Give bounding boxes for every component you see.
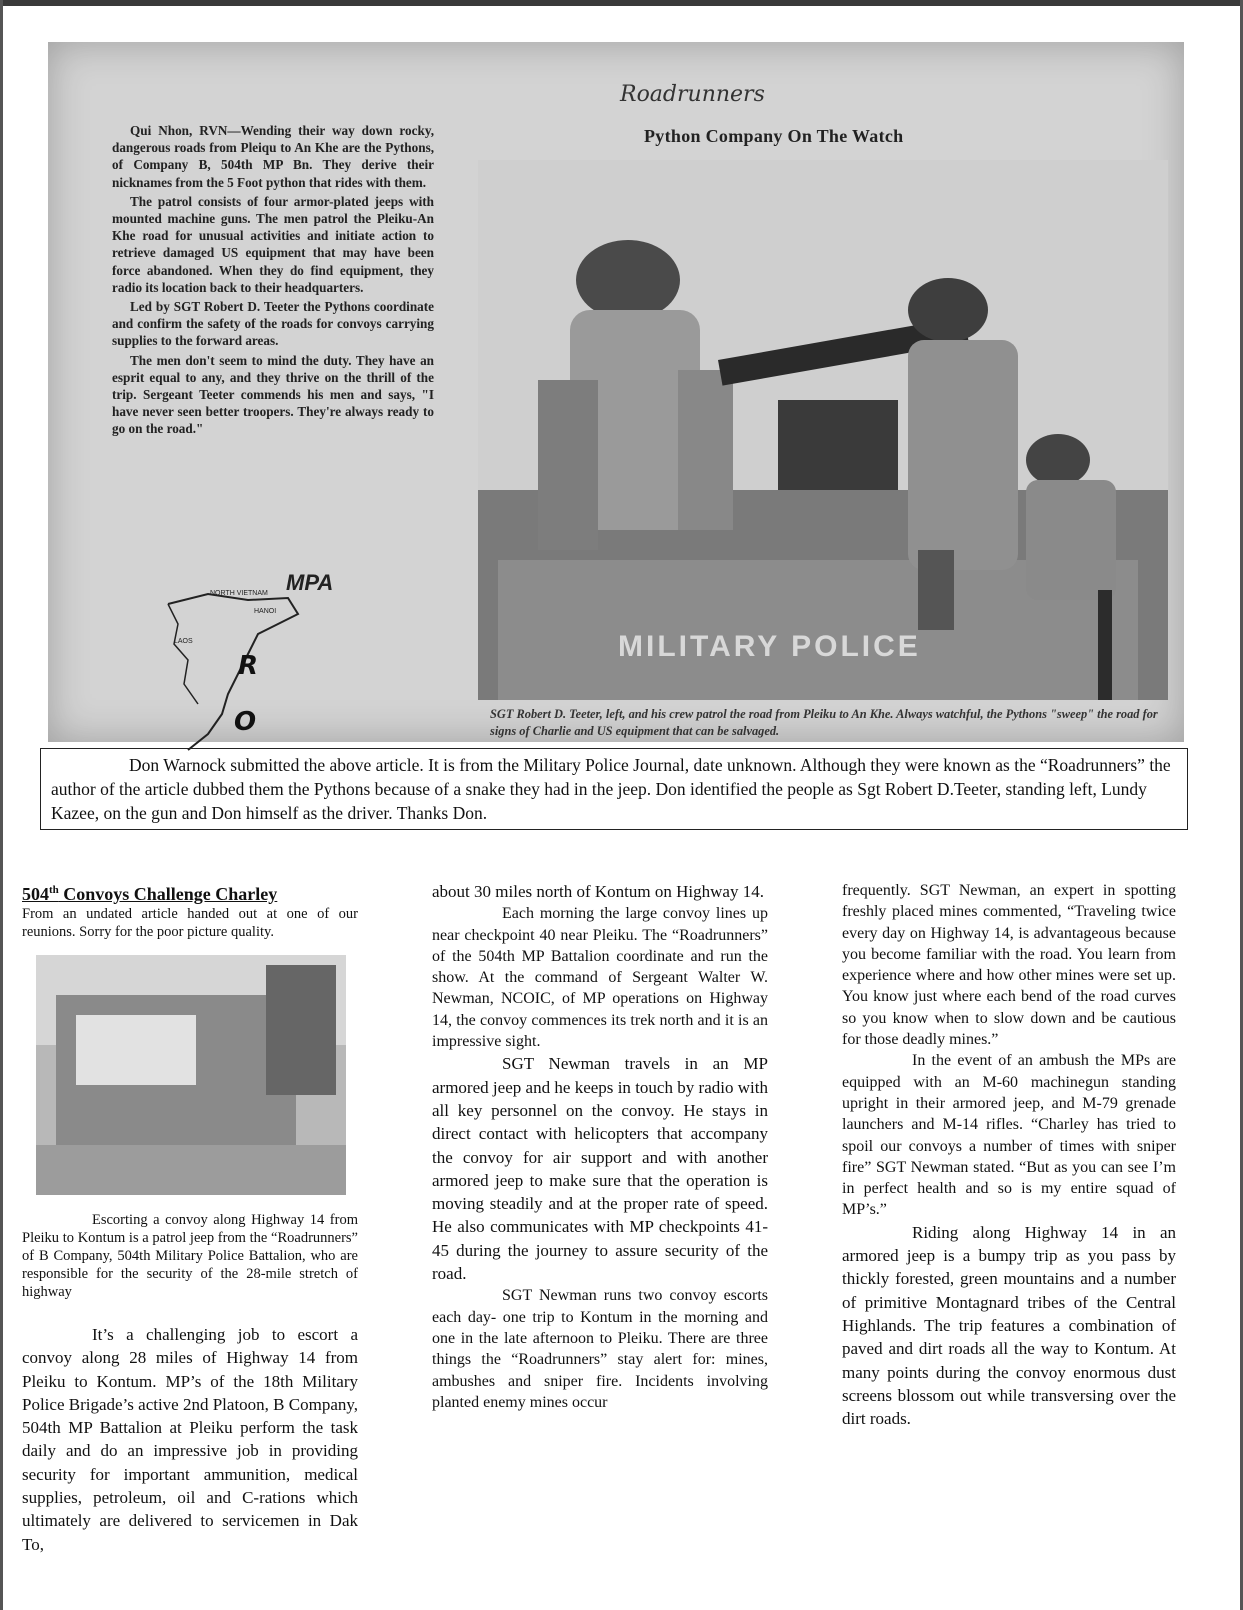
article-paragraph: SGT Newman runs two convoy escorts each day- one trip to Kontum in the morning and one in the late afternoon to Pleiku. There are three things the “Roadrunners” stay alert for: mines, ambushes and sniper fire. Incidents involving planted enemy mines occur — [432, 1287, 768, 1411]
article-paragraph: SGT Newman travels in an MP armored jeep and he keeps in touch by radio with all key personnel on the convoy. He stays in direct contact with helicopters that accompany the convoy for air support and with another armored jeep to make sure that the operation is moving steadily and at the proper rate of speed. He also communicates with MP checkpoints 41-45 during the journey to assure security of the road. — [432, 1054, 768, 1284]
article-paragraph: It’s a challenging job to escort a convoy along 28 miles of Highway 14 from Pleiku to Kontum. MP’s of the 18th Military Police Brigade’s active 2nd Platoon, B Company, 504th MP Battalion at Pleiku perform the task daily and do an impressive job in providing security for important ammunition, medical supplies, petroleum, oil and C-rations which ultimately are delivered to servicemen in Dak To, — [22, 1325, 359, 1554]
map-letter: R — [238, 651, 259, 681]
clipping-paragraph: The men don't seem to mind the duty. They have an esprit equal to any, and they thrive on the thrill of the trip. Sergeant Teeter commends his men and says, "I have never seen better troopers. They're always ready to go on the road." — [112, 352, 434, 437]
article-column-1 — [22, 880, 358, 1556]
window-top-border — [0, 0, 1243, 6]
editor-note-box — [40, 748, 1188, 830]
article-intro: From an undated article handed out at one of our reunions. Sorry for the poor picture quality. — [22, 906, 358, 940]
convoy-photo-caption: Escorting a convoy along Highway 14 from Pleiku to Kontum is a patrol jeep from the “Roadrunners” of B Company, 504th Military Police Battalion, who are responsible for the security of the 28-mile stretch of highway — [22, 1212, 358, 1300]
editor-note-text: Don Warnock submitted the above article. It is from the Military Police Journal, date unknown. Although they were known as the “Roadrunners” the author of the article dubbed them the Pythons because of a snake they had in the jeep. Don identified the people as Sgt Robert D.Teeter, standing left, Lundy Kazee, on the gun and Don himself as the driver. Thanks Don. — [51, 755, 1171, 823]
clipping-body — [112, 122, 434, 440]
map-small-label: LAOS — [174, 638, 193, 645]
map-letter: O — [234, 707, 257, 737]
handwritten-note: Roadrunners — [620, 82, 765, 107]
jeep-marking: MILITARY POLICE — [618, 630, 921, 663]
convoy-photo — [36, 955, 346, 1195]
article-column-3 — [842, 880, 1176, 1430]
newspaper-clipping — [48, 42, 1184, 742]
map-small-label: NORTH VIETNAM — [210, 590, 268, 597]
jeep-crew-photo — [478, 160, 1168, 700]
map-small-label: HANOI — [254, 608, 277, 615]
article-paragraph: Each morning the large convoy lines up near checkpoint 40 near Pleiku. The “Roadrunners” of the 504th MP Battalion coordinate and run the show. At the command of Sergeant Walter W. Newman, NCOIC, of MP operations on Highway 14, the convoy commences its trek north and it is an impressive sight. — [432, 905, 768, 1051]
article-column-2 — [432, 880, 768, 1413]
convoy-photo-graphic — [36, 955, 346, 1195]
photo-figures — [478, 160, 1168, 700]
window-left-border — [0, 0, 3, 1610]
clipping-paragraph: The patrol consists of four armor-plated jeeps with mounted machine guns. The men patrol the Pleiku-An Khe road for unusual activities and initiate action to retrieve damaged US equipment that may have been force abandoned. When they do find equipment, they radio its location back to their headquarters. — [112, 193, 434, 295]
photo-caption: SGT Robert D. Teeter, left, and his crew patrol the road from Pleiku to An Khe. Always watchful, the Pythons "sweep" the road for signs of Charlie and US equipment that can be salvaged. — [490, 707, 1158, 738]
article-paragraph: frequently. SGT Newman, an expert in spotting freshly placed mines commented, “Traveling twice every day on Highway 14, is advantageous because you become familiar with the road. You learn from experience where and how other mines were set up. You know just where each bend of the road curves so you know when to slow down and be cautious for those deadly mines.” — [842, 882, 1176, 1049]
article-title: 504th Convoys Challenge Charley — [22, 884, 278, 904]
article-paragraph: In the event of an ambush the MPs are equipped with an M-60 machinegun standing upright in their armored jeep, and M-79 grenade launchers and M-14 rifles. “Charley has tried to spoil our convoys a number of times with sniper fire” SGT Newman stated. “But as you can see I’m in perfect health and so is my entire squad of MP’s.” — [842, 1052, 1176, 1219]
vietnam-map-icon — [148, 564, 408, 754]
article-paragraph: Riding along Highway 14 in an armored jeep is a bumpy trip as you pass by thickly forested, green mountains and a number of primitive Montagnard tribes of the Central Highlands. The trip features a combination of paved and dirt roads all the way to Kontum. At many points during the convoy enormous dust screens blossom out while transversing over the dirt roads. — [842, 1222, 1176, 1429]
map-label: MPA — [286, 570, 334, 595]
clipping-paragraph: Qui Nhon, RVN—Wending their way down rocky, dangerous roads from Pleiqu to An Khe are the Pythons, of Company B, 504th MP Bn. They derive their nicknames from the 5 Foot python that rides with them. — [112, 123, 434, 190]
clipping-paragraph: Led by SGT Robert D. Teeter the Pythons coordinate and confirm the safety of the roads for convoys carrying supplies to the forward areas. — [112, 299, 434, 349]
clipping-headline: Python Company On The Watch — [644, 126, 904, 146]
article-paragraph: about 30 miles north of Kontum on Highway 14. — [432, 882, 764, 901]
